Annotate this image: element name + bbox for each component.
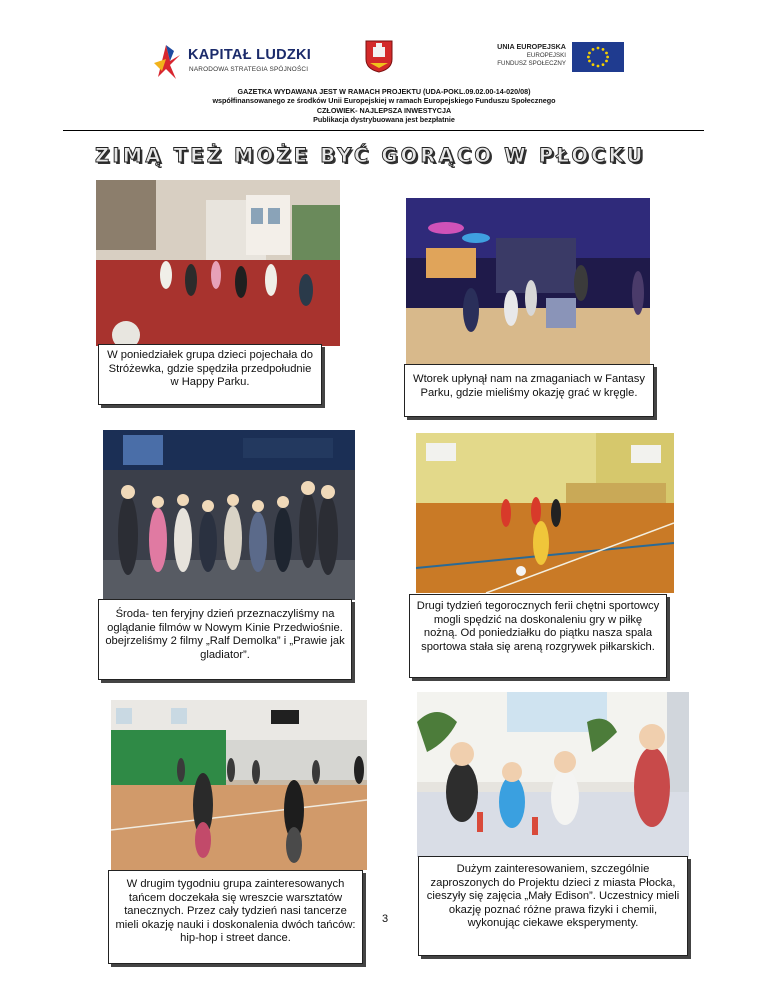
header-line: współfinansowanego ze środków Unii Europejskiej w ramach Europejskiego Funduszu Społecznego [212,96,556,106]
eu-flag-icon [572,42,624,72]
logo-subtitle: NARODOWA STRATEGIA SPÓJNOŚCI [189,66,309,73]
page-number: 3 [382,913,389,925]
header-divider [63,130,704,131]
header-line: GAZETKA WYDAWANA JEST W RAMACH PROJEKTU (UDA-POKL.09.02.00-14-020/08) [237,87,531,96]
page-title: ZIMĄ TEŻ MOŻE BYĆ GORĄCO W PŁOCKU [95,144,646,167]
photo-happy-park [96,180,340,346]
kapital-ludzki-logo [152,41,332,81]
photo-dance [111,700,367,870]
header-line: Publikacja dystrybuowana jest bezpłatnie [313,114,455,124]
photo-maly-edison [417,692,689,857]
star-icon [152,41,182,81]
header-line: CZŁOWIEK- NAJLEPSZA INWESTYCJA [316,105,452,115]
caption-wednesday: Środa- ten feryjny dzień przeznaczyliśmy na oglądanie filmów w Nowym Kinie Przedwiośnie. obejrzeliśmy 2 filmy „Ralf Demolka” i „Prawie jak gladiator”. [98,599,352,680]
logo-title: KAPITAŁ LUDZKI [188,47,312,63]
eu-line-3: FUNDUSZ SPOŁECZNY [497,60,566,67]
caption-maly-edison: Dużym zainteresowaniem, szczególnie zaproszonych do Projektu dzieci z miasta Płocka, cieszyły się zajęcia „Mały Edison”. Uczestnicy mieli okazję poznać różne prawa fizyki i chemii, wykonując ciekawe eksperymenty. [418,856,688,956]
photo-cinema [103,430,355,600]
caption-monday: W poniedziałek grupa dzieci pojechała do Stróżewka, gdzie spędziła przedpołudnie w Happy Parku. [98,344,322,405]
photo-football [416,433,674,593]
caption-football: Drugi tydzień tegorocznych ferii chętni sportowcy mogli spędzić na doskonaleniu gry w piłkę nożną. Od poniedziałku do piątku nasza spala sportowa stała się areną rozgrywek piłkarskich. [409,594,667,678]
caption-tuesday: Wtorek upłynął nam na zmaganiach w Fantasy Parku, gdzie mieliśmy okazję grać w kręgle. [404,364,654,417]
eu-logo [494,42,624,72]
header-text [0,87,768,124]
crest-icon [364,39,394,73]
photo-fantasy-park [406,198,650,368]
eu-line-1: UNIA EUROPEJSKA [497,42,566,51]
eu-line-2: EUROPEJSKI [526,52,566,59]
caption-dance: W drugim tygodniu grupa zainteresowanych tańcem doczekała się wreszcie warsztatów tanecznych. Przez cały tydzień nasi tancerze mieli okazję nauki i doskonalenia dwóch tańców: hip-hop i street dance. [108,870,363,964]
